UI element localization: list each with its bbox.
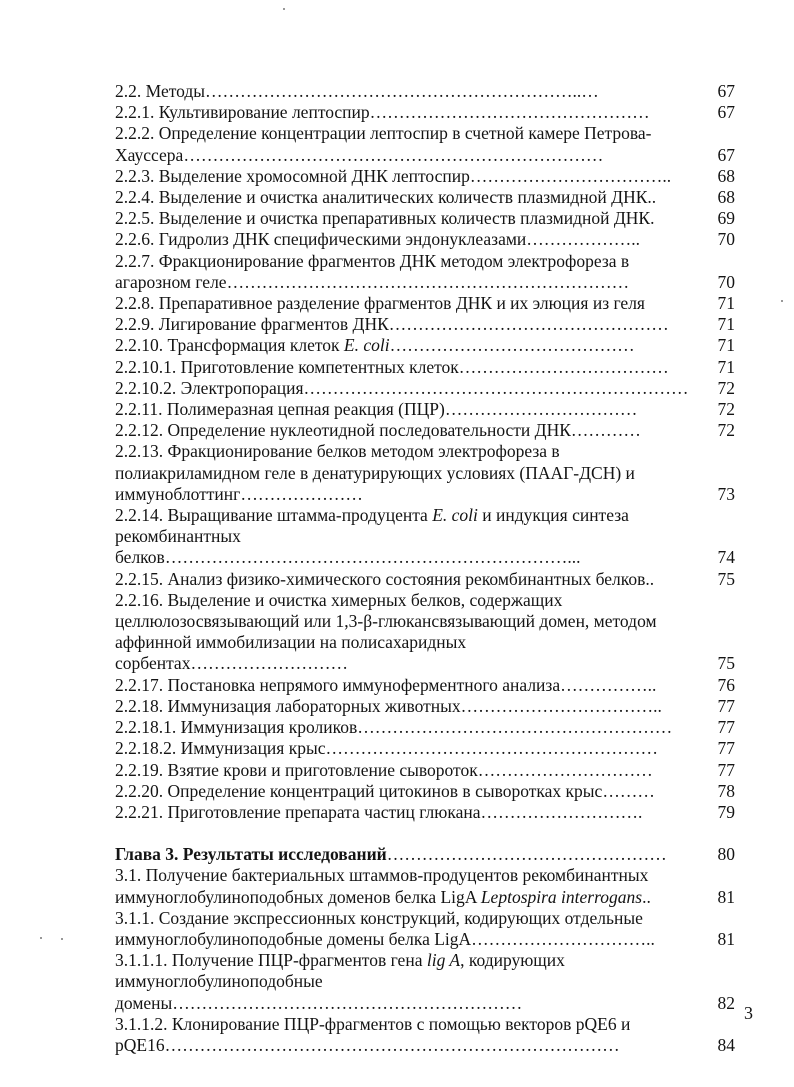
dot-leader: ……………….. bbox=[526, 229, 641, 250]
dot-leader: …………………………………………………… bbox=[172, 992, 523, 1013]
toc-entry bbox=[115, 208, 735, 229]
dot-leader: ……………………… bbox=[190, 653, 348, 674]
toc-entry bbox=[115, 1014, 735, 1056]
page-number: 3 bbox=[744, 1003, 753, 1023]
toc-page-number: 69 bbox=[717, 208, 735, 229]
toc-entry bbox=[115, 81, 735, 102]
toc-entry bbox=[115, 950, 735, 1014]
toc-page-number: 75 bbox=[717, 653, 735, 674]
toc-entry-title: 2.2.13. Фракционирование белков методом электрофореза в полиакриламидном геле в денатурирующих условиях (ПААГ-ДСН) и иммуноблоттинг………………… bbox=[115, 441, 635, 504]
toc-entry-title: 2.2.14. Выращивание штамма-продуцента E. coli и индукция синтеза рекомбинантных белков……………………………………………………………... bbox=[115, 505, 629, 568]
toc-entry-title: 2.2.15. Анализ физико-химического состояния рекомбинантных белков.. bbox=[115, 568, 655, 589]
toc-page-number: 75 bbox=[717, 568, 735, 589]
dot-leader: ………………………….. bbox=[471, 928, 655, 949]
toc-entry-title: Глава 3. Результаты исследований………………………………………… bbox=[115, 844, 667, 865]
toc-page-number: 77 bbox=[717, 759, 735, 780]
dot-leader: …………………………………… bbox=[389, 335, 635, 356]
toc-entry bbox=[115, 505, 735, 569]
toc-entry-title: 2.2.11. Полимеразная цепная реакция (ПЦР)…………………………… bbox=[115, 399, 638, 420]
toc-entry-title: 2.2.5. Выделение и очистка препаративных количеств плазмидной ДНК. bbox=[115, 208, 655, 229]
toc-entry bbox=[115, 123, 735, 165]
dot-leader: ………………………… bbox=[477, 759, 653, 780]
toc-entry bbox=[115, 696, 735, 717]
toc-entry bbox=[115, 229, 735, 250]
toc-page-number: 81 bbox=[717, 928, 735, 949]
toc-entry bbox=[115, 399, 735, 420]
toc-entry-title: 3.1.1. Создание экспрессионных конструкций, кодирующих отдельные иммуноглобулиноподобные домены белка LigA………………………….. bbox=[115, 907, 655, 949]
dot-leader: ……………………………………………… bbox=[357, 717, 673, 738]
toc-page-number: 68 bbox=[717, 165, 735, 186]
toc-entry-title: 2.2.21. Приготовление препарата частиц глюкана………………………. bbox=[115, 801, 643, 822]
toc-entry bbox=[115, 335, 735, 356]
toc-entry-title: 3.1.1.2. Клонирование ПЦР-фрагментов с помощью векторов pQE6 и pQE16…………………………………………………………………… bbox=[115, 1013, 631, 1055]
toc-page-number: 77 bbox=[717, 695, 735, 716]
toc-entry bbox=[115, 802, 735, 823]
toc-page-number: 72 bbox=[717, 399, 735, 420]
dot-leader: ……………………………… bbox=[458, 356, 669, 377]
toc-entry bbox=[115, 357, 735, 378]
dot-leader: ………………………………………… bbox=[369, 102, 650, 123]
toc-entry-title: 2.2.16. Выделение и очистка химерных белков, содержащих целлюлозосвязывающий или 1,3-β-глюкансвязывающий домен, методом аффинной иммобилизации на полисахаридных сорбентах……………………… bbox=[115, 589, 657, 674]
toc-entry bbox=[115, 738, 735, 759]
toc-entry-title: 2.2.6. Гидролиз ДНК специфическими эндонуклеазами……………….. bbox=[115, 229, 641, 250]
toc-entry bbox=[115, 590, 735, 675]
toc-entry-title: 2.2.18.2. Иммунизация крыс………………………………………………… bbox=[115, 738, 659, 759]
dot-leader: .. bbox=[642, 886, 651, 907]
dot-leader: ………………………………………… bbox=[386, 844, 667, 865]
toc-entry bbox=[115, 908, 735, 950]
table-of-contents bbox=[115, 81, 735, 1056]
dot-leader: ……………………………………………………………... bbox=[164, 547, 581, 568]
toc-entry-title: 2.2.7. Фракционирование фрагментов ДНК методом электрофореза в агарозном геле…………………………………………………………… bbox=[115, 250, 630, 292]
scan-speck bbox=[61, 938, 63, 940]
toc-entry-title: 2.2.19. Взятие крови и приготовление сывороток………………………… bbox=[115, 759, 653, 780]
toc-entry bbox=[115, 187, 735, 208]
toc-page-number: 73 bbox=[717, 483, 735, 504]
toc-page-number: 84 bbox=[717, 1034, 735, 1055]
toc-page-number: 79 bbox=[717, 801, 735, 822]
toc-page-number: 80 bbox=[717, 844, 735, 865]
dot-leader: …………………………….. bbox=[469, 165, 672, 186]
dot-leader: …………………………….. bbox=[460, 695, 662, 716]
dot-leader: ………………………………………………………..… bbox=[205, 81, 599, 101]
toc-page-number: 82 bbox=[717, 992, 735, 1013]
toc-chapter-entry bbox=[115, 844, 735, 865]
toc-entry-title: 2.2.9. Лигирование фрагментов ДНК………………………………………… bbox=[115, 314, 669, 335]
toc-entry-title: 2.2.17. Постановка непрямого иммуноферментного анализа…………….. bbox=[115, 674, 657, 695]
dot-leader: ………… bbox=[570, 420, 641, 441]
toc-entry-title: 2.2.20. Определение концентраций цитокинов в сыворотках крыс……… bbox=[115, 780, 655, 801]
toc-entry bbox=[115, 717, 735, 738]
toc-entry bbox=[115, 781, 735, 802]
toc-page-number: 78 bbox=[717, 780, 735, 801]
dot-leader: ………………… bbox=[240, 483, 363, 504]
toc-page-number: 74 bbox=[717, 547, 735, 568]
toc-entry-title: 2.2. Методы………………………………………………………..… bbox=[115, 81, 599, 101]
dot-leader: ………………………………………… bbox=[388, 314, 669, 335]
dot-leader: …………………………… bbox=[444, 399, 638, 420]
toc-page-number: 67 bbox=[717, 81, 735, 101]
toc-entry-title: 2.2.10. Трансформация клеток E. coli…………………………………… bbox=[115, 335, 635, 356]
dot-leader: ……… bbox=[602, 780, 655, 801]
toc-entry-title: 2.2.4. Выделение и очистка аналитических количеств плазмидной ДНК.. bbox=[115, 187, 657, 208]
dot-leader: …………….. bbox=[560, 674, 657, 695]
toc-entry-title: 2.2.10.1. Приготовление компетентных клеток……………………………… bbox=[115, 356, 669, 377]
toc-entry bbox=[115, 441, 735, 505]
toc-entry bbox=[115, 166, 735, 187]
dot-leader: ………………………………………………… bbox=[325, 738, 659, 759]
toc-entry bbox=[115, 760, 735, 781]
toc-page-number: 71 bbox=[717, 356, 735, 377]
toc-entry bbox=[115, 251, 735, 293]
toc-entry-title: 2.2.18. Иммунизация лабораторных животных…………………………….. bbox=[115, 695, 662, 716]
toc-page-number: 72 bbox=[717, 420, 735, 441]
dot-leader: ……………………………………………………………… bbox=[183, 144, 604, 165]
scan-speck bbox=[781, 300, 783, 302]
toc-page-number: 71 bbox=[717, 314, 735, 335]
toc-entry-title: 3.1.1.1. Получение ПЦР-фрагментов гена lig A, кодирующих иммуноглобулиноподобные домены…………………………………………………… bbox=[115, 950, 565, 1013]
toc-page-number: 77 bbox=[717, 738, 735, 759]
toc-entry-title: 2.2.8. Препаративное разделение фрагментов ДНК и их элюция из геля bbox=[115, 293, 645, 314]
toc-page-number: 76 bbox=[717, 674, 735, 695]
toc-entry-title: 2.2.1. Культивирование лептоспир………………………………………… bbox=[115, 102, 650, 123]
toc-page-number: 67 bbox=[717, 144, 735, 165]
dot-leader: ………………………………………………………… bbox=[303, 377, 689, 398]
toc-entry-title: 2.2.18.1. Иммунизация кроликов……………………………………………… bbox=[115, 717, 673, 738]
toc-entry bbox=[115, 569, 735, 590]
toc-page-number: 70 bbox=[717, 271, 735, 292]
toc-entry bbox=[115, 865, 735, 907]
toc-entry-title: 2.2.12. Определение нуклеотидной последовательности ДНК………… bbox=[115, 420, 641, 441]
toc-entry bbox=[115, 102, 735, 123]
toc-entry-title: 2.2.3. Выделение хромосомной ДНК лептоспир…………………………….. bbox=[115, 165, 672, 186]
toc-entry-title: 2.2.10.2. Электропорация………………………………………………………… bbox=[115, 377, 689, 398]
dot-leader: …………………………………………………………………… bbox=[164, 1034, 620, 1055]
toc-page-number: 70 bbox=[717, 229, 735, 250]
scan-speck bbox=[40, 937, 42, 939]
toc-entry bbox=[115, 293, 735, 314]
toc-entry bbox=[115, 420, 735, 441]
dot-leader: .. bbox=[645, 568, 655, 589]
toc-entry bbox=[115, 378, 735, 399]
toc-entry bbox=[115, 675, 735, 696]
toc-page-number: 81 bbox=[717, 886, 735, 907]
toc-page-number: 72 bbox=[717, 377, 735, 398]
toc-entry-title: 3.1. Получение бактериальных штаммов-продуцентов рекомбинантных иммуноглобулиноподобных доменов белка LigA Leptospira interrogans.. bbox=[115, 865, 651, 907]
dot-leader: .. bbox=[647, 187, 657, 208]
toc-entry bbox=[115, 314, 735, 335]
toc-entry-title: 2.2.2. Определение концентрации лептоспир в счетной камере Петрова-Хауссера……………………………………………………………… bbox=[115, 123, 652, 165]
toc-page-number: 77 bbox=[717, 717, 735, 738]
toc-page-number: 68 bbox=[717, 187, 735, 208]
toc-page-number: 67 bbox=[717, 102, 735, 123]
scan-speck bbox=[283, 8, 285, 10]
dot-leader: …………………………………………………………… bbox=[226, 271, 630, 292]
toc-page-number: 71 bbox=[717, 335, 735, 356]
toc-page-number: 71 bbox=[717, 293, 735, 314]
dot-leader: ………………………. bbox=[480, 801, 643, 822]
